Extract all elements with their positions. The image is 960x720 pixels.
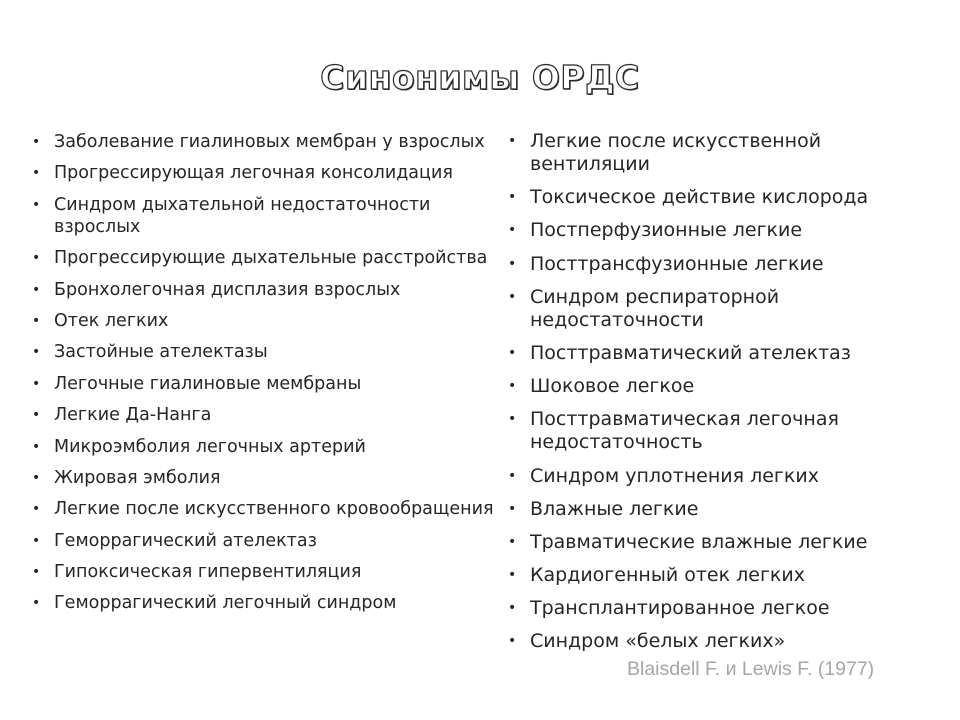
- bullet-icon: •: [508, 133, 517, 149]
- bullet-icon: •: [32, 564, 41, 581]
- bullet-icon: •: [508, 378, 517, 395]
- bullet-icon: •: [32, 134, 41, 150]
- list-item-text: Жировая эмболия: [54, 467, 221, 488]
- list-item: [507, 186, 947, 209]
- bullet-icon: •: [508, 600, 517, 617]
- list-item-text: Влажные легкие: [530, 497, 699, 520]
- bullet-icon: •: [508, 222, 517, 239]
- list-item: [507, 465, 947, 488]
- list-item: [31, 247, 501, 269]
- list-item: [507, 498, 947, 521]
- list-item-text: Легкие после искусственной вентиляции: [530, 130, 822, 175]
- bullet-icon: •: [32, 407, 41, 424]
- list-item-text: Геморрагический легочный синдром: [54, 593, 397, 614]
- bullet-icon: •: [508, 500, 517, 517]
- list-item: [507, 219, 947, 242]
- bullet-icon: •: [32, 375, 41, 392]
- list-item: [31, 561, 501, 583]
- bullet-icon: •: [508, 411, 517, 428]
- list-item-text: Посттравматическая легочная недостаточность: [530, 408, 839, 454]
- list-item: [31, 279, 501, 301]
- list-item-text: Кардиогенный отек легких: [530, 564, 805, 587]
- bullet-icon: •: [508, 533, 517, 550]
- bullet-icon: •: [32, 165, 41, 182]
- list-item: [31, 498, 501, 520]
- list-item-text: Посттрансфузионные легкие: [530, 252, 824, 275]
- bullet-icon: •: [508, 633, 517, 650]
- list-item-text: Токсическое действие кислорода: [530, 186, 869, 209]
- list-item-text: Трансплантированное легкое: [530, 597, 830, 620]
- list-item: [31, 194, 501, 238]
- bullet-icon: •: [32, 469, 41, 486]
- right-synonym-list: [507, 130, 947, 664]
- list-item: [507, 375, 947, 398]
- list-item: [507, 630, 947, 653]
- bullet-icon: •: [508, 467, 517, 484]
- list-item-text: Синдром уплотнения легких: [530, 464, 819, 487]
- list-item: [31, 341, 501, 363]
- list-item-text: Синдром респираторной недостаточности: [530, 285, 780, 331]
- slide-title: Синонимы ОРДС: [320, 58, 640, 97]
- bullet-icon: •: [32, 501, 41, 518]
- list-item: [31, 592, 501, 614]
- list-item: [31, 467, 501, 489]
- bullet-icon: •: [508, 288, 517, 305]
- bullet-icon: •: [32, 438, 41, 455]
- list-item: [31, 373, 501, 395]
- list-item: [507, 342, 947, 365]
- list-item: [507, 597, 947, 620]
- bullet-icon: •: [32, 312, 41, 329]
- list-item: [507, 531, 947, 554]
- list-item-text: Легкие Да-Нанга: [54, 405, 212, 426]
- list-item-text: Прогрессирующая легочная консолидация: [54, 163, 453, 184]
- bullet-icon: •: [508, 255, 517, 272]
- list-item-text: Посттравматический ателектаз: [530, 341, 851, 364]
- bullet-icon: •: [32, 250, 41, 267]
- list-item-text: Застойные ателектазы: [54, 342, 268, 363]
- list-item: [507, 130, 947, 176]
- bullet-icon: •: [32, 196, 41, 213]
- list-item: [31, 310, 501, 332]
- list-item-text: Легкие после искусственного кровообращения: [54, 499, 494, 520]
- bullet-icon: •: [508, 567, 517, 584]
- list-item: [507, 253, 947, 276]
- list-item-text: Легочные гиалиновые мембраны: [54, 373, 362, 394]
- bullet-icon: •: [32, 281, 41, 298]
- list-item: [31, 530, 501, 552]
- list-item-text: Заболевание гиалиновых мембран у взрослых: [54, 132, 485, 152]
- list-item-text: Геморрагический ателектаз: [54, 530, 317, 551]
- list-item: [31, 404, 501, 426]
- bullet-icon: •: [508, 189, 517, 206]
- list-item-text: Бронхолегочная дисплазия взрослых: [54, 279, 401, 300]
- list-item: [31, 162, 501, 184]
- citation: Blaisdell F. и Lewis F. (1977): [627, 658, 875, 680]
- list-item: [507, 286, 947, 332]
- list-item-text: Синдром «белых легких»: [530, 630, 786, 653]
- bullet-icon: •: [508, 344, 517, 361]
- list-item-text: Травматические влажные легкие: [530, 530, 868, 553]
- bullet-icon: •: [32, 344, 41, 361]
- bullet-icon: •: [32, 595, 41, 612]
- list-item-text: Шоковое легкое: [530, 375, 695, 398]
- left-synonym-list: [31, 131, 501, 624]
- list-item-text: Гипоксическая гипервентиляция: [54, 562, 362, 583]
- list-item-text: Синдром дыхательной недостаточности взрослых: [54, 194, 431, 237]
- list-item: [507, 408, 947, 454]
- list-item-text: Микроэмболия легочных артерий: [54, 436, 366, 457]
- list-item: [507, 564, 947, 587]
- list-item-text: Отек легких: [54, 310, 169, 331]
- list-item: [31, 131, 501, 153]
- bullet-icon: •: [32, 532, 41, 549]
- list-item: [31, 436, 501, 458]
- list-item-text: Прогрессирующие дыхательные расстройства: [54, 248, 488, 269]
- list-item-text: Постперфузионные легкие: [530, 219, 803, 242]
